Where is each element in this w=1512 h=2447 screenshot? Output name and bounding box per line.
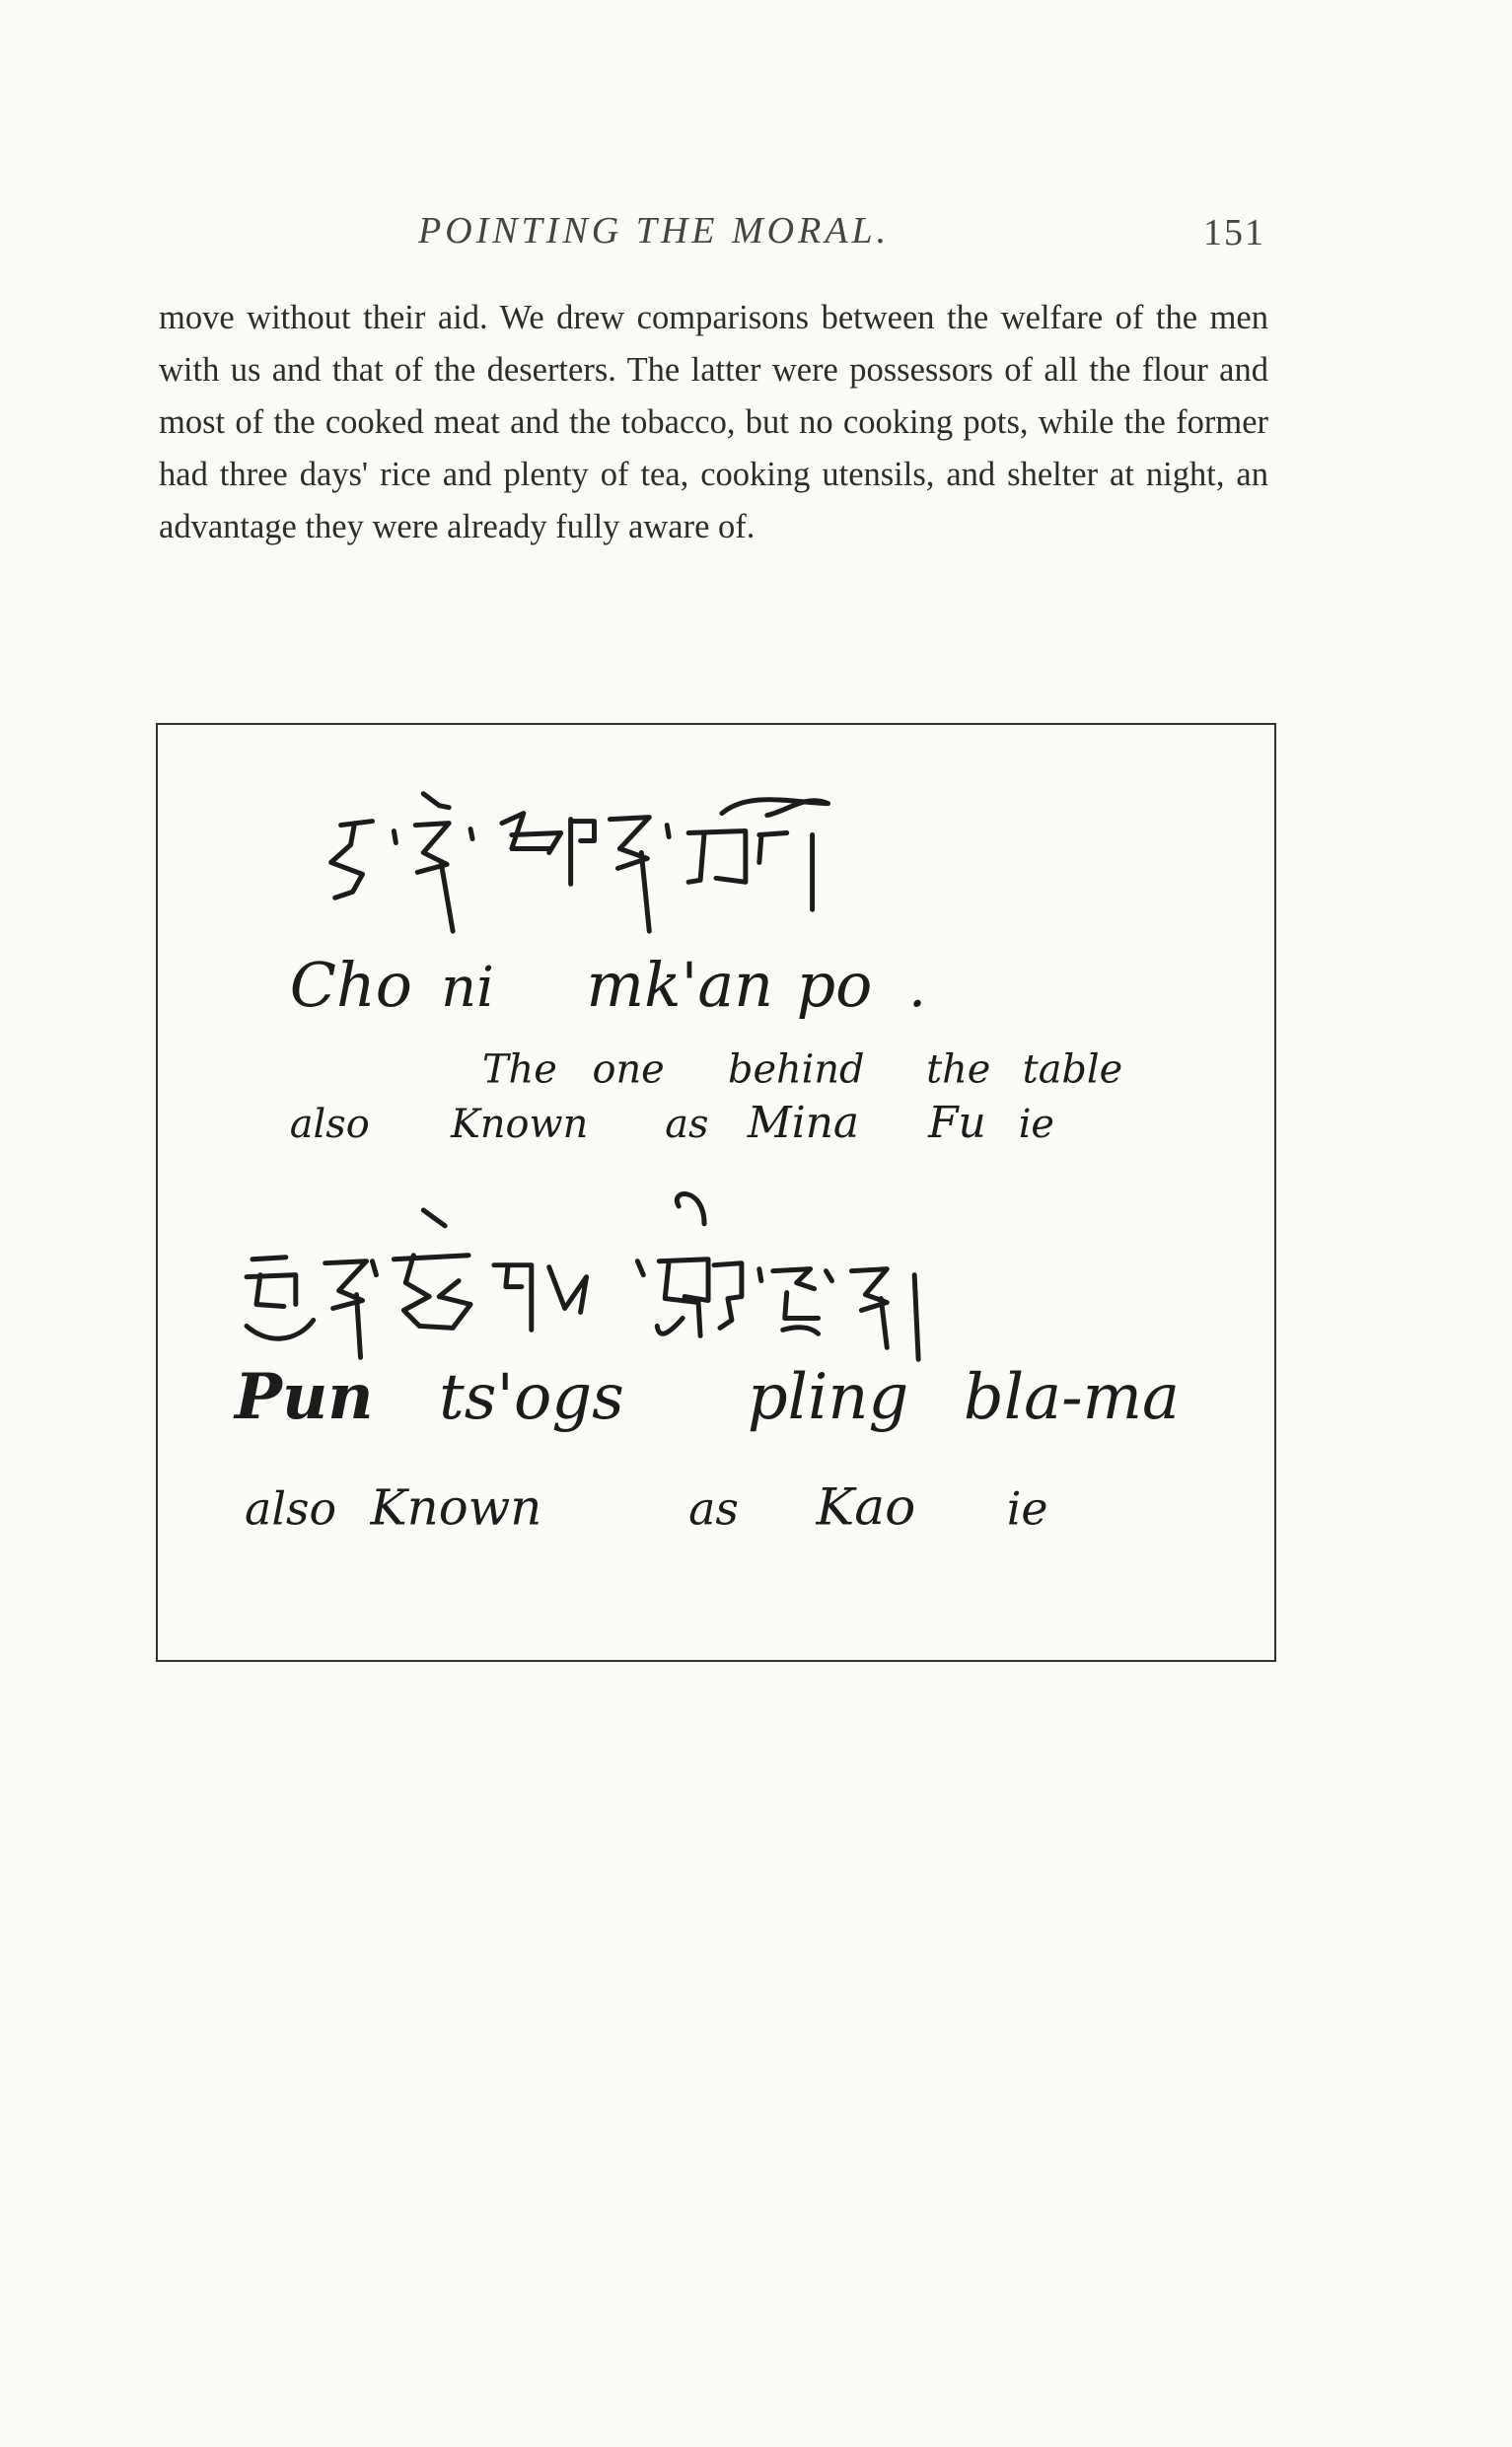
- gloss-one: one: [592, 1046, 665, 1093]
- alias2-known: Known: [370, 1478, 542, 1537]
- alias1-fu: Fu: [928, 1098, 986, 1149]
- alias1-known: Known: [451, 1102, 589, 1148]
- syllable-bla-ma: bla-ma: [963, 1361, 1181, 1435]
- body-text: [159, 292, 1268, 553]
- alias1-also: also: [289, 1102, 370, 1148]
- alias2-as: as: [688, 1481, 739, 1536]
- body-paragraph: move without their aid. We drew comparisons between the welfare of the men with us and that of the deserters. The latter were possessors of all the flour and most of the cooked meat and the tobacco, but no cooking pots, while the former had three days' rice and plenty of tea, cooking utensils, and shelter at night, an advantage they were already fully aware of.: [159, 299, 1268, 545]
- syllable-period: .: [908, 955, 926, 1020]
- syllable-po: po: [796, 949, 873, 1021]
- gloss-the: The: [482, 1046, 557, 1093]
- gloss-the-2: the: [926, 1046, 991, 1093]
- running-head: POINTING THE MORAL.: [418, 210, 891, 252]
- gloss-behind: behind: [727, 1046, 865, 1093]
- gloss-table: table: [1022, 1046, 1123, 1093]
- syllable-ni: ni: [441, 955, 494, 1020]
- alias1-as: as: [665, 1102, 709, 1148]
- syllable-pling: pling: [747, 1361, 909, 1435]
- plate-drawing: [158, 725, 1274, 1660]
- syllable-mkan: mk'an: [586, 949, 773, 1021]
- alias1-mina: Mina: [747, 1098, 860, 1149]
- page-number: 151: [1203, 212, 1265, 253]
- alias2-also: also: [245, 1481, 337, 1536]
- alias2-ie: ie: [1006, 1481, 1048, 1536]
- tibetan-inscription-plate: [156, 723, 1276, 1662]
- alias2-kao: Kao: [816, 1477, 916, 1538]
- tibetan-script-line-2: [247, 1194, 918, 1360]
- syllable-pun: Pun: [235, 1360, 374, 1435]
- tibetan-script-line-1: [331, 794, 828, 931]
- syllable-tsogs: ts'ogs: [439, 1361, 624, 1435]
- alias1-ie: ie: [1018, 1102, 1055, 1148]
- syllable-cho: Cho: [289, 949, 412, 1021]
